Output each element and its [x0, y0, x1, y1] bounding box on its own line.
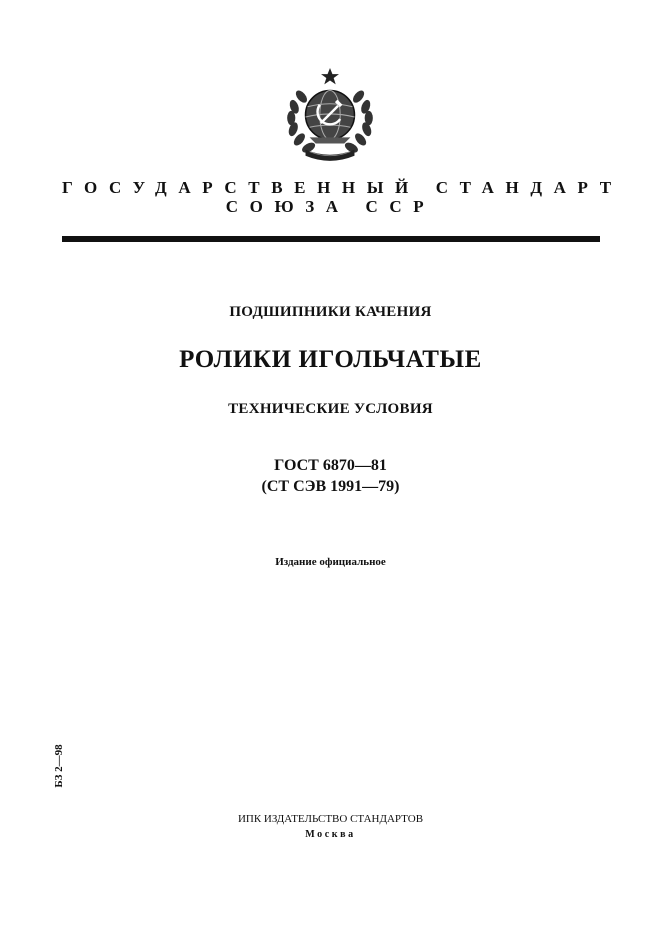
edition-note: Издание официальное — [275, 556, 386, 568]
publisher-city: Москва — [305, 829, 356, 840]
publisher-name: ИПК ИЗДАТЕЛЬСТВО СТАНДАРТОВ — [237, 813, 424, 825]
state-standard-heading: ГОСУДАРСТВЕННЫЙ СТАНДАРТ — [62, 178, 623, 197]
st-sev-number: (СТ СЭВ 1991—79) — [261, 478, 400, 495]
header-divider — [62, 236, 600, 242]
side-catalog-code: БЗ 2—98 — [53, 744, 65, 788]
ussr-coat-of-arms-icon — [279, 66, 381, 168]
ussr-heading: СОЮЗА ССР — [225, 197, 436, 216]
gost-number: ГОСТ 6870—81 — [274, 457, 387, 474]
document-subtitle: ТЕХНИЧЕСКИЕ УСЛОВИЯ — [228, 401, 433, 417]
document-subject: ПОДШИПНИКИ КАЧЕНИЯ — [229, 304, 432, 320]
document-title: РОЛИКИ ИГОЛЬЧАТЫЕ — [179, 346, 482, 373]
